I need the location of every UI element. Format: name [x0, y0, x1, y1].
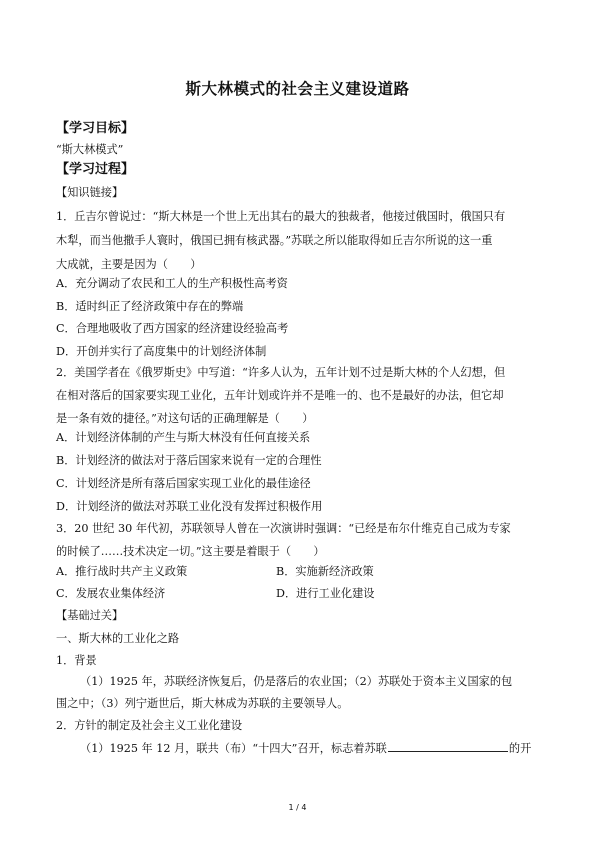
question-3-line-1: 3．20 世纪 30 年代初，苏联领导人曾在一次演讲时强调：“已经是布尔什维克自己成为专家: [56, 522, 511, 535]
question-3-option-d: D．进行工业化建设: [276, 587, 375, 600]
question-2-option-a: A．计划经济体制的产生与斯大林没有任何直接关系: [56, 431, 311, 444]
learning-goal-heading: 【学习目标】: [56, 121, 135, 136]
learning-process-heading: 【学习过程】: [56, 162, 135, 177]
item-1-line-2: 围之中；（3）列宁逝世后，斯大林成为苏联的主要领导人。: [56, 697, 349, 710]
item-2-line-1: [80, 741, 531, 756]
question-1-option-d: D．开创并实行了高度集中的计划经济体制: [56, 345, 267, 358]
question-2-line-3: 是一条有效的捷径。”对这句话的正确理解是（ ）: [56, 412, 314, 425]
learning-goal-content: “斯大林模式”: [56, 143, 124, 156]
item-2-heading: 2．方针的制定及社会主义工业化建设: [56, 719, 243, 732]
question-2-line-2: 在相对落后的国家要实现工业化，五年计划或许并不是唯一的、也不是最好的办法，但它却: [56, 389, 504, 402]
item-1-heading: 1．背景: [56, 654, 97, 667]
question-3-option-a: A．推行战时共产主义政策: [56, 565, 188, 578]
question-3-line-2: 的时候了……技术决定一切。”这主要是着眼于（ ）: [56, 545, 325, 558]
question-2-option-c: C．计划经济是所有落后国家实现工业化的最佳途径: [56, 477, 311, 490]
question-3-option-c: C．发展农业集体经济: [56, 587, 166, 600]
question-1-line-2: 木犁，而当他撒手人寰时，俄国已拥有核武器。”苏联之所以能取得如丘吉尔所说的这一重: [56, 234, 493, 247]
question-2-line-1: 2．美国学者在《俄罗斯史》中写道：“许多人认为，五年计划不过是斯大林的个人幻想，但: [56, 366, 506, 379]
question-1-option-b: B．适时纠正了经济政策中存在的弊端: [56, 300, 244, 313]
fill-in-blank[interactable]: [388, 741, 508, 752]
question-1-line-1: 1．丘吉尔曾说过：“斯大林是一个世上无出其右的最大的独裁者，他接过俄国时，俄国只有: [56, 210, 506, 223]
document-title: 斯大林模式的社会主义建设道路: [185, 80, 410, 98]
question-3-option-b: B．实施新经济政策: [276, 565, 374, 578]
item-1-line-1: （1）1925 年，苏联经济恢复后，仍是落后的农业国；（2）苏联处于资本主义国家的包: [80, 675, 513, 688]
section-1-heading: 一、斯大林的工业化之路: [56, 632, 180, 645]
page-number: 1 / 4: [288, 803, 307, 812]
question-1-option-a: A．充分调动了农民和工人的生产积极性高考资: [56, 277, 288, 290]
knowledge-link-heading: 【知识链接】: [56, 186, 124, 199]
question-1-option-c: C．合理地吸收了西方国家的经济建设经验高考: [56, 322, 289, 335]
item-2-line-1-text: （1）1925 年 12 月，联共（布）“十四大”召开，标志着苏联: [80, 742, 387, 755]
item-2-line-1-tail: 的开: [508, 742, 532, 755]
basics-heading: 【基础过关】: [56, 609, 124, 622]
question-1-line-3: 大成就，主要是因为（ ）: [56, 258, 202, 271]
question-2-option-d: D．计划经济的做法对苏联工业化没有发挥过积极作用: [56, 500, 323, 513]
question-2-option-b: B．计划经济的做法对于落后国家来说有一定的合理性: [56, 454, 322, 467]
